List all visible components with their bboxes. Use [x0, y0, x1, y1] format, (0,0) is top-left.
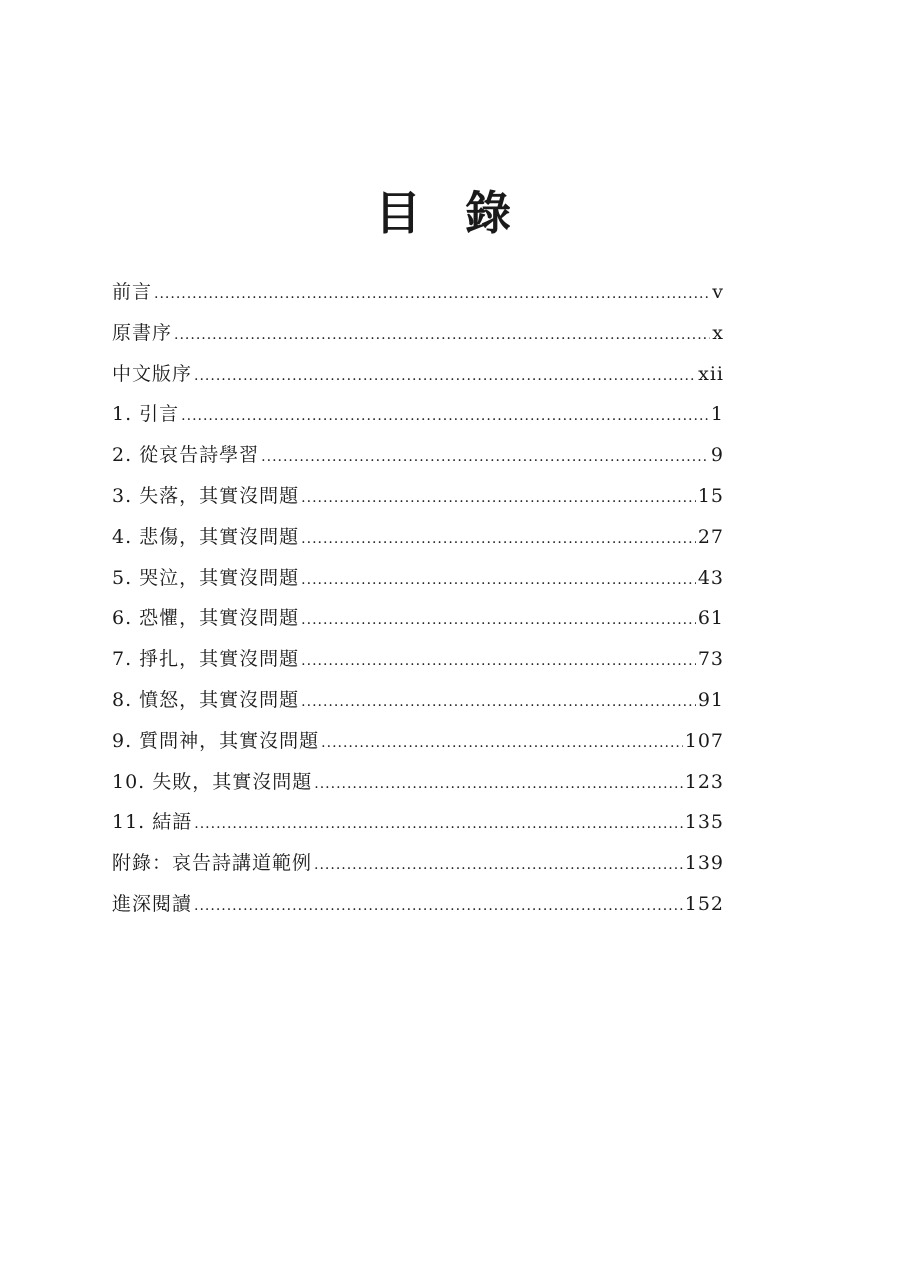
toc-entry-label: 1. 引言	[112, 403, 180, 426]
toc-entry-label: 10. 失敗，其實沒問題	[112, 770, 313, 793]
toc-entry-further-reading[interactable]	[112, 884, 724, 925]
toc-entry-chapter-9[interactable]	[112, 721, 724, 762]
dot-leader	[314, 764, 682, 805]
toc-entry-label: 附錄：哀告詩講道範例	[112, 852, 313, 875]
toc-entry-preface[interactable]	[112, 272, 724, 313]
page-title: 目 錄	[374, 185, 525, 240]
dot-leader	[194, 886, 683, 927]
dot-leader	[301, 682, 696, 723]
toc-entry-page: v	[712, 281, 724, 303]
toc-entry-chapter-4[interactable]	[112, 517, 724, 558]
toc-entry-label: 4. 悲傷，其實沒問題	[112, 525, 300, 548]
toc-entry-chapter-10[interactable]	[112, 762, 724, 803]
toc-entry-label: 進深閱讀	[112, 892, 193, 915]
toc-entry-label: 5. 哭泣，其實沒問題	[112, 566, 300, 589]
dot-leader	[154, 274, 710, 315]
dot-leader	[194, 804, 682, 845]
toc-entry-page: 43	[697, 566, 724, 589]
toc-entry-page: 139	[684, 852, 724, 875]
toc-entry-page: 107	[684, 729, 724, 752]
toc-entry-appendix[interactable]	[112, 843, 724, 884]
toc-entry-label: 中文版序	[112, 362, 193, 385]
toc-entry-chapter-8[interactable]	[112, 680, 724, 721]
dot-leader	[194, 356, 696, 397]
toc-entry-chapter-1[interactable]	[112, 394, 724, 435]
toc-entry-label: 9. 質問神，其實沒問題	[112, 729, 320, 752]
toc-entry-page: 15	[697, 484, 724, 507]
table-of-contents	[112, 272, 724, 925]
dot-leader	[301, 600, 696, 641]
dot-leader	[301, 641, 696, 682]
toc-entry-page: 91	[697, 688, 724, 711]
toc-entry-label: 7. 掙扎，其實沒問題	[112, 648, 300, 671]
toc-entry-chapter-2[interactable]	[112, 435, 724, 476]
toc-entry-label: 前言	[112, 281, 153, 303]
toc-entry-page: 9	[710, 444, 724, 467]
dot-leader	[301, 519, 696, 560]
toc-entry-label: 原書序	[112, 321, 173, 344]
toc-entry-label: 11. 結語	[112, 811, 193, 834]
toc-entry-chapter-7[interactable]	[112, 639, 724, 680]
dot-leader	[174, 315, 710, 356]
dot-leader	[321, 723, 683, 764]
toc-entry-chapter-3[interactable]	[112, 476, 724, 517]
toc-entry-chinese-preface[interactable]	[112, 354, 724, 395]
toc-entry-label: 6. 恐懼，其實沒問題	[112, 607, 300, 630]
dot-leader	[314, 845, 683, 886]
toc-entry-page: 152	[684, 892, 724, 915]
dot-leader	[301, 478, 696, 519]
dot-leader	[261, 437, 709, 478]
toc-entry-page: 135	[684, 811, 724, 834]
toc-entry-label: 3. 失落，其實沒問題	[112, 484, 300, 507]
toc-entry-page: xii	[698, 362, 724, 385]
toc-entry-label: 8. 憤怒，其實沒問題	[112, 688, 300, 711]
toc-entry-original-preface[interactable]	[112, 313, 724, 354]
toc-entry-label: 2. 從哀告詩學習	[112, 444, 260, 467]
toc-entry-chapter-6[interactable]	[112, 598, 724, 639]
toc-entry-chapter-11[interactable]	[112, 802, 724, 843]
toc-entry-page: 123	[684, 770, 724, 793]
toc-entry-page: 27	[697, 525, 724, 548]
dot-leader	[301, 560, 696, 601]
toc-entry-chapter-5[interactable]	[112, 558, 724, 599]
toc-entry-page: 1	[710, 403, 724, 426]
toc-entry-page: 61	[697, 607, 724, 630]
toc-entry-page: x	[712, 321, 724, 344]
dot-leader	[181, 396, 709, 437]
toc-entry-page: 73	[697, 648, 724, 671]
